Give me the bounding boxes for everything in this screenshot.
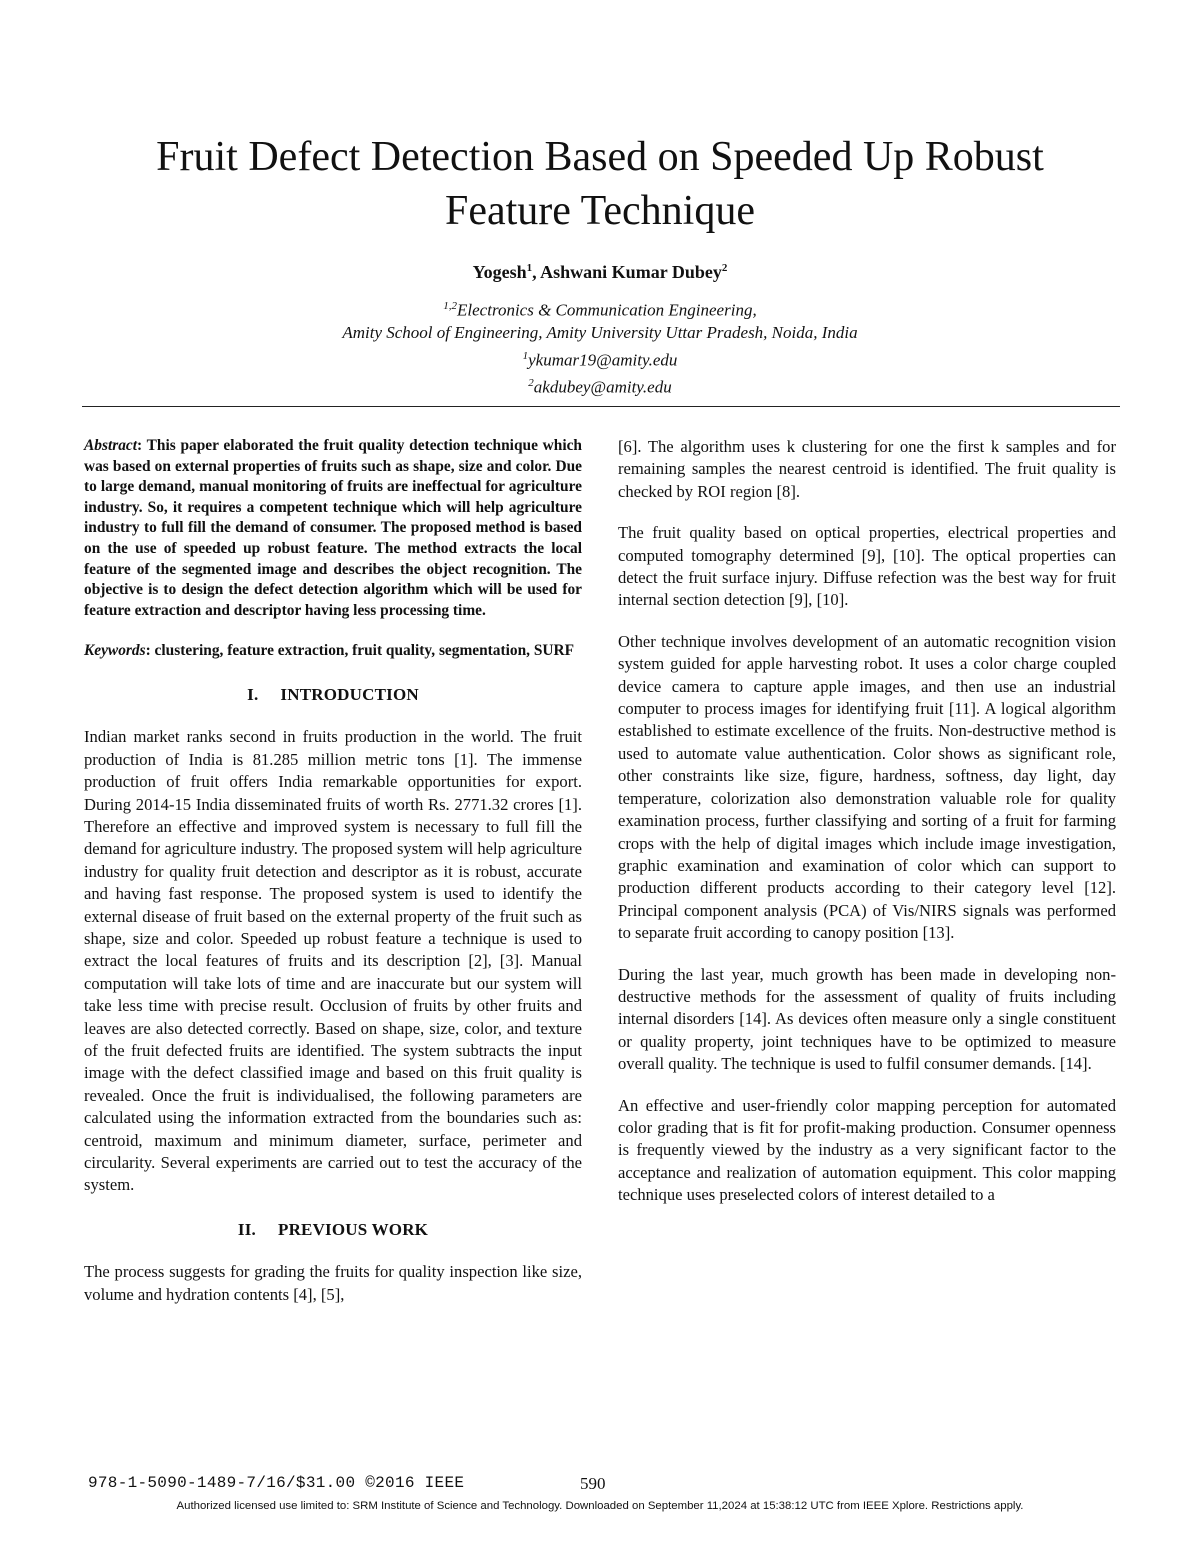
section-number: I. [247, 684, 259, 704]
author-email-1 [100, 345, 1100, 372]
author-superscript: 1 [526, 262, 533, 274]
paper-title [60, 130, 1140, 238]
email-superscript: 2 [528, 376, 534, 389]
author-superscript: 2 [721, 262, 728, 274]
keywords-label: Keywords [84, 642, 146, 660]
header-divider [82, 406, 1120, 407]
right-column [618, 436, 1116, 1226]
section-title: PREVIOUS WORK [277, 1219, 429, 1239]
copyright-identifier: 978-1-5090-1489-7/16/$31.00 ©2016 IEEE [88, 1474, 465, 1492]
previous-work-paragraph-continued: [6]. The algorithm uses k clustering for one the first k samples and for remaining samples the nearest centroid is identified. The fruit quality is checked by ROI region [8]. [618, 437, 1116, 501]
affiliation-block [100, 295, 1100, 399]
section-number: II. [237, 1219, 256, 1239]
author-email-2 [100, 372, 1100, 399]
abstract-label: Abstract [84, 437, 138, 454]
license-notice: Authorized licensed use limited to: SRM Institute of Science and Technology. Downloaded on September 11,2024 at 15:38:12 UTC from IEEE Xplore. Restrictions apply. [176, 1500, 1024, 1512]
body-paragraph: During the last year, much growth has been made in developing non-destructive methods for the assessment of quality of fruits including internal disorders [14]. As devices often measure only a single constituent or quality property, joint techniques have to be optimized to measure overall quality. The technique is used to fulfil consumer demands. [14]. [618, 964, 1116, 1074]
department-text: Electronics & Communication Engineering, [457, 300, 757, 320]
author-name: Yogesh [472, 262, 527, 282]
keywords-text: : clustering, feature extraction, fruit quality, segmentation, SURF [145, 642, 575, 660]
page-number: 590 [580, 1474, 606, 1493]
affiliation-superscript: 1,2 [443, 300, 458, 312]
author-separator: , [532, 262, 541, 282]
affiliation-institute: Amity School of Engineering, Amity University Uttar Pradesh, Noida, India [342, 323, 858, 343]
body-paragraph: An effective and user-friendly color mapping perception for automated color grading that is fit for profit-making production. Consumer openness is frequently viewed by the industry as a very significant factor to the acceptance and realization of automation equipment. This color mapping technique uses preselected colors of interest detailed to a [618, 1095, 1116, 1205]
left-column [84, 436, 582, 1324]
body-paragraph: The fruit quality based on optical properties, electrical properties and computed tomography determined [9], [10]. The optical properties can detect the fruit surface injury. Diffuse refection was the best way for fruit internal section detection [9], [10]. [618, 523, 1116, 610]
affiliation-department [100, 295, 1100, 322]
author-list [100, 256, 1100, 284]
intro-paragraph: Indian market ranks second in fruits production in the world. The fruit production of India is 81.285 million metric tons [1]. The immense production of fruit offers India remarkable opportunities for export. During 2014-15 India disseminated fruits of worth Rs. 2771.32 crores [1]. Therefore an effective and improved system is necessary to full fill the demand for agriculture industry. The proposed system will help agriculture industry for quality fruit detection and descriptor as it is robust, accurate and having fast response. The proposed system is used to identify the external disease of fruit based on the external property of the fruit such as shape, size and color. Speeded up robust feature a technique is used to extract the local features of fruits and its description [2], [3]. Manual computation will take lots of time and are inaccurate but our system will take less time with precise result. Occlusion of fruits by other fruits and leaves are also detected correctly. Based on shape, size, color, and texture of the fruit defected fruits are identified. The system subtracts the input image with the defect classified image and based on this fruit quality is revealed. Once the fruit is individualised, the following parameters are calculated using the information extracted from the boundaries such as: centroid, maximum and minimum diameter, surface, perimeter and circularity. Several experiments are carried out to test the accuracy of the system. [84, 727, 582, 1195]
email-link[interactable]: ykumar19@amity.edu [528, 350, 678, 370]
author-name: Ashwani Kumar Dubey [540, 262, 722, 282]
previous-work-paragraph: The process suggests for grading the fruits for quality inspection like size, volume and hydration contents [4], [5], [84, 1262, 582, 1304]
section-heading-previous-work [84, 1219, 582, 1241]
keywords [84, 641, 582, 662]
abstract-text: : This paper elaborated the fruit quality detection technique which was based on external properties of fruits such as shape, size and color. Due to large demand, manual monitoring of fruits are ineffectual for agriculture industry. So, it requires a competent technique which will help agriculture industry to full fill the demand of consumer. The proposed method is based on the use of speeded up robust feature. The method extracts the local feature of the segmented image and describes the object recognition. The objective is to design the defect detection algorithm which will be used for feature extraction and descriptor having less processing time. [84, 437, 582, 619]
section-title: INTRODUCTION [280, 684, 419, 704]
abstract [84, 436, 582, 621]
section-heading-introduction [84, 684, 582, 706]
email-link[interactable]: akdubey@amity.edu [533, 377, 672, 397]
body-paragraph: Other technique involves development of an automatic recognition vision system guided for apple harvesting robot. It uses a color charge coupled device camera to capture apple images, and then use an industrial computer to process images for identifying fruit [11]. A logical algorithm established to estimate excellence of the fruits. Non-destructive method is used to automate value authentication. Color shows as significant role, other constraints like size, figure, hardness, softness, day light, day temperature, colorization also demonstration valuable role for quality examination process, further classifying and sorting of a fruit for farming crops with the help of digital images which include image investigation, graphic examination and examination of color which can support to production different products according to their category level [12]. Principal component analysis (PCA) of Vis/NIRS signals was performed to separate fruit according to canopy position [13]. [618, 631, 1116, 943]
title-line-1: Fruit Defect Detection Based on Speeded Up Robust [156, 134, 1044, 180]
title-line-2: Feature Technique [445, 188, 755, 234]
email-superscript: 1 [522, 349, 529, 362]
